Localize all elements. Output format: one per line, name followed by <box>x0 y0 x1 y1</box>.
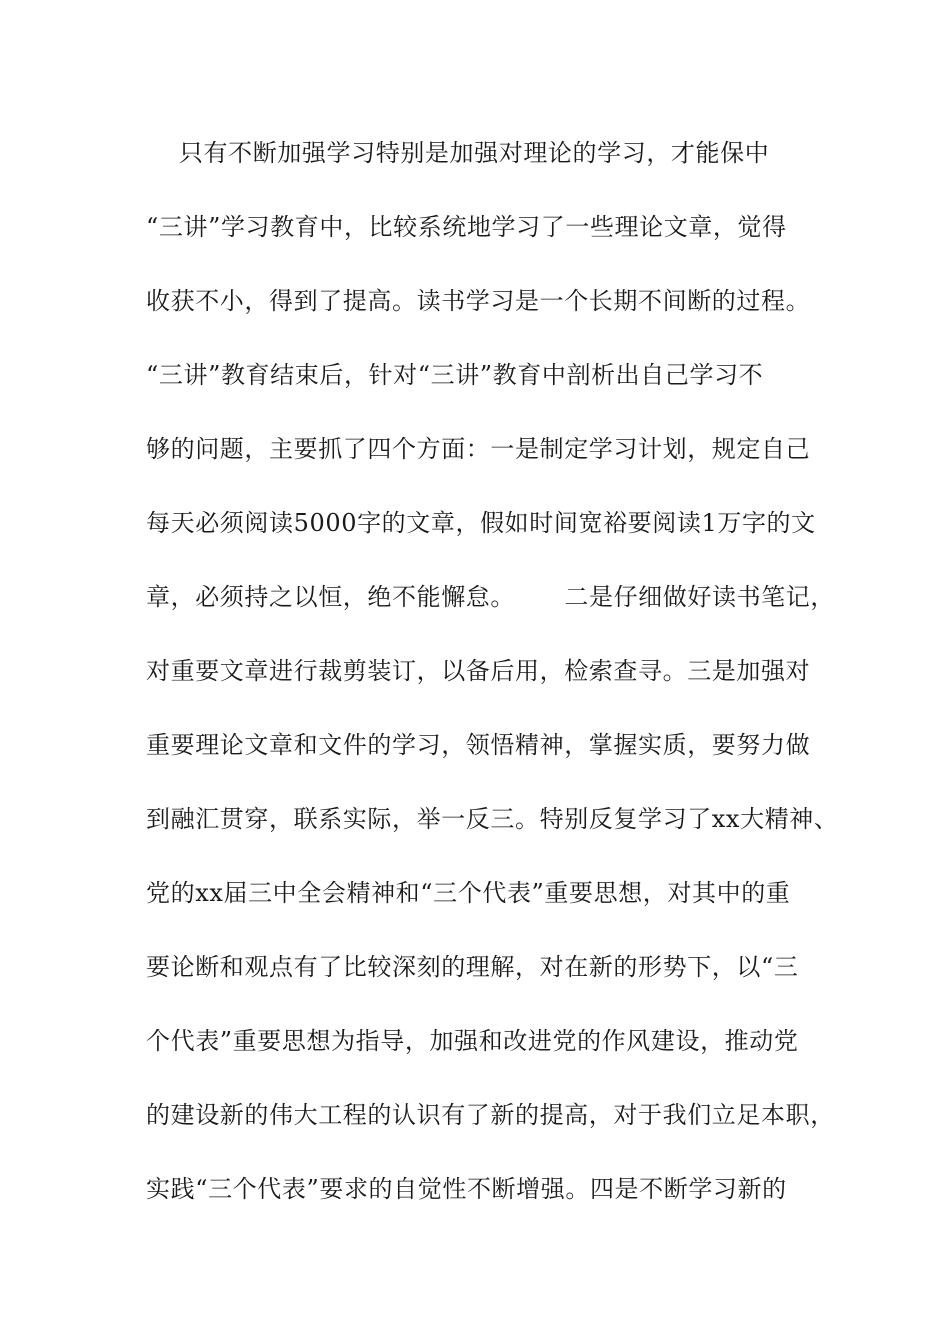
text-line: “三讲”教育结束后，针对“三讲”教育中剖析出自己学习不 <box>146 361 764 389</box>
text-line: 党的xx届三中全会精神和“三个代表”重要思想，对其中的重 <box>146 879 791 907</box>
text-line: 只有不断加强学习特别是加强对理论的学习，才能保中 <box>146 139 770 167</box>
text-line: 个代表”重要思想为指导，加强和改进党的作风建设，推动党 <box>146 1027 799 1055</box>
text-line: 的建设新的伟大工程的认识有了新的提高，对于我们立足本职， <box>146 1101 835 1129</box>
text-line: 实践“三个代表”要求的自觉性不断增强。四是不断学习新的 <box>146 1175 787 1203</box>
text-line: “三讲”学习教育中，比较系统地学习了一些理论文章，觉得 <box>146 213 787 241</box>
text-line: 够的问题，主要抓了四个方面：一是制定学习计划，规定自己 <box>146 435 811 463</box>
text-line: 重要理论文章和文件的学习，领悟精神，掌握实质，要努力做 <box>146 731 811 759</box>
text-line: 要论断和观点有了比较深刻的理解，对在新的形势下，以“三 <box>146 953 799 981</box>
text-line: 每天必须阅读5000字的文章，假如时间宽裕要阅读1万字的文 <box>146 509 816 537</box>
text-line: 收获不小，得到了提高。读书学习是一个长期不间断的过程。 <box>146 287 811 315</box>
text-line: 章，必须持之以恒，绝不能懈怠。 二是仔细做好读书笔记， <box>146 583 835 611</box>
text-line: 到融汇贯穿，联系实际，举一反三。特别反复学习了xx大精神、 <box>146 805 839 833</box>
text-line: 对重要文章进行裁剪装订，以备后用，检索查寻。三是加强对 <box>146 657 811 685</box>
